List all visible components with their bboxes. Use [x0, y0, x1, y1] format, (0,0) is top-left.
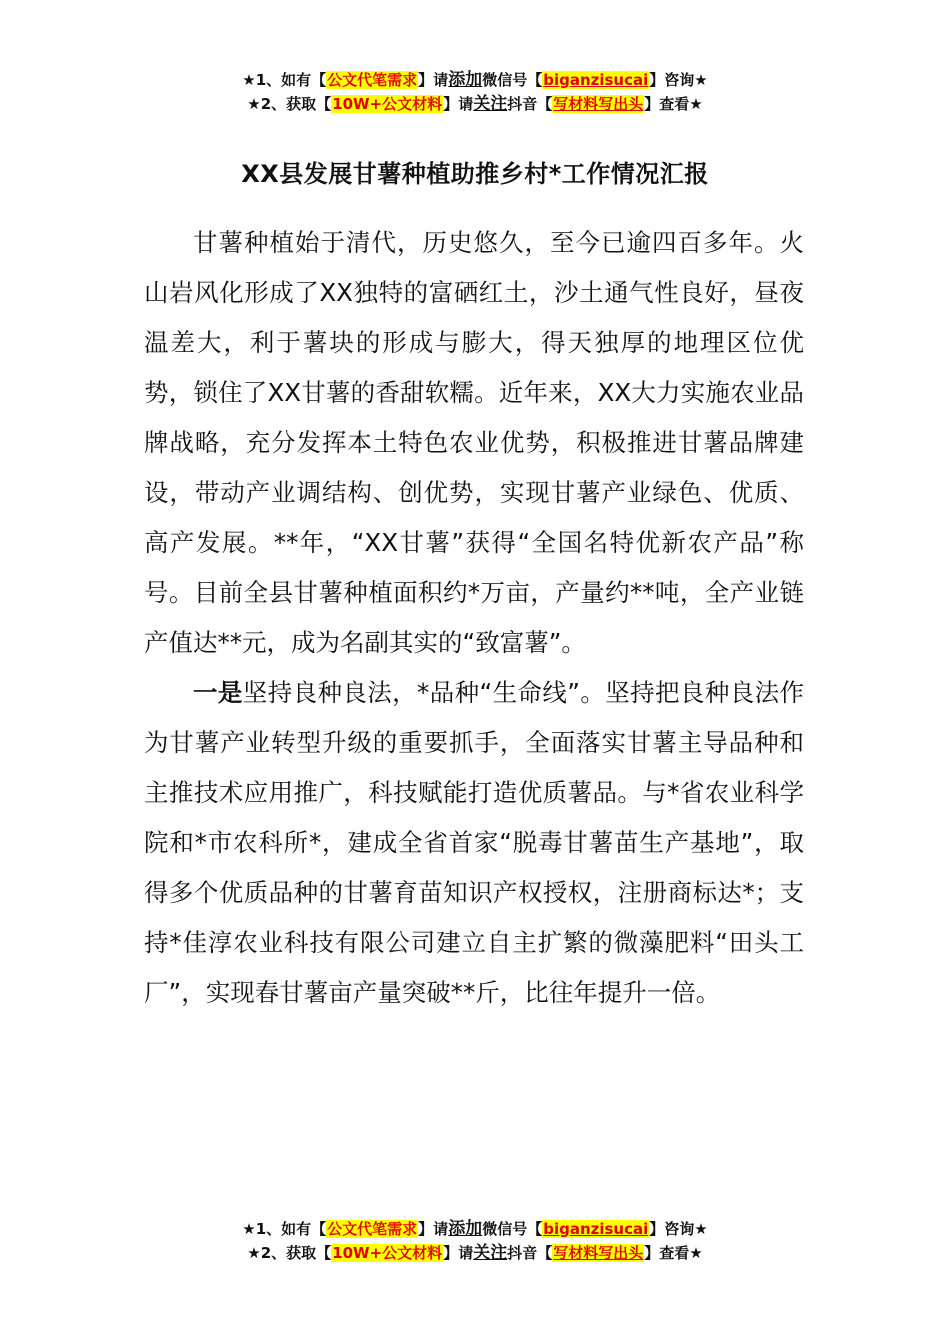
ad-highlight-service: 公文代笔需求 [327, 71, 418, 89]
ad-text: ★1、如有【 [242, 71, 327, 89]
header-ad-line-2 [0, 92, 950, 116]
document-body [144, 218, 804, 1018]
ad-text: 】请 [418, 1220, 449, 1238]
ad-text: 抖音【 [507, 95, 553, 113]
ad-emphasis: 关注 [473, 94, 508, 114]
ad-emphasis: 添加 [448, 1219, 483, 1239]
footer-ad-line-1 [0, 1217, 950, 1241]
paragraph-intro: 甘薯种植始于清代，历史悠久，至今已逾四百多年。火山岩风化形成了XX独特的富硒红土，沙土通气性良好，昼夜温差大，利于薯块的形成与膨大，得天独厚的地理区位优势，锁住了XX甘薯的香甜软糯。近年来，XX大力实施农业品牌战略，充分发挥本土特色农业优势，积极推进甘薯品牌建设，带动产业调结构、创优势，实现甘薯产业绿色、优质、高产发展。**年，“XX甘薯”获得“全国名特优新农产品”称号。目前全县甘薯种植面积约*万亩，产量约**吨，全产业链产值达**元，成为名副其实的“致富薯”。 [144, 228, 804, 657]
ad-text: 】咨询★ [649, 71, 708, 89]
ad-text: ★2、获取【 [247, 95, 332, 113]
ad-text: 抖音【 [507, 1244, 553, 1262]
header-ad-line-1 [0, 68, 950, 92]
paragraph-text: 坚持良种良法，*品种“生命线”。坚持把良种良法作为甘薯产业转型升级的重要抓手，全面落实甘薯主导品种和主推技术应用推广，科技赋能打造优质薯品。与*省农业科学院和*市农科所*，建成全省首家“脱毒甘薯苗生产基地”，取得多个优质品种的甘薯育苗知识产权授权，注册商标达*；支持*佳淳农业科技有限公司建立自主扩繁的微藻肥料“田头工厂”，实现春甘薯亩产量突破**斤，比往年提升一倍。 [144, 678, 805, 1007]
ad-emphasis: 关注 [473, 1243, 508, 1263]
ad-text: 微信号【 [482, 71, 543, 89]
paragraph-lead: 一是 [193, 678, 243, 707]
ad-highlight-douyin: 写材料写出头 [553, 95, 644, 113]
ad-highlight-wechat-id: biganzisucai [543, 1220, 649, 1238]
ad-highlight-materials: 10W+公文材料 [332, 1244, 443, 1262]
ad-text: 微信号【 [482, 1220, 543, 1238]
ad-text: 】查看★ [644, 1244, 703, 1262]
ad-text: 】咨询★ [649, 1220, 708, 1238]
ad-highlight-service: 公文代笔需求 [327, 1220, 418, 1238]
footer-ad [0, 1217, 950, 1265]
ad-highlight-wechat-id: biganzisucai [543, 71, 649, 89]
paragraph-point-one [144, 668, 804, 1018]
document-title: XX县发展甘薯种植助推乡村*工作情况汇报 [241, 160, 709, 188]
ad-text: 】查看★ [644, 95, 703, 113]
ad-text: 】请 [443, 1244, 474, 1262]
ad-text: ★2、获取【 [247, 1244, 332, 1262]
ad-highlight-materials: 10W+公文材料 [332, 95, 443, 113]
ad-text: 】请 [418, 71, 449, 89]
ad-text: ★1、如有【 [242, 1220, 327, 1238]
ad-highlight-douyin: 写材料写出头 [553, 1244, 644, 1262]
footer-ad-line-2 [0, 1241, 950, 1265]
header-ad [0, 68, 950, 116]
ad-text: 】请 [443, 95, 474, 113]
ad-emphasis: 添加 [448, 70, 483, 90]
